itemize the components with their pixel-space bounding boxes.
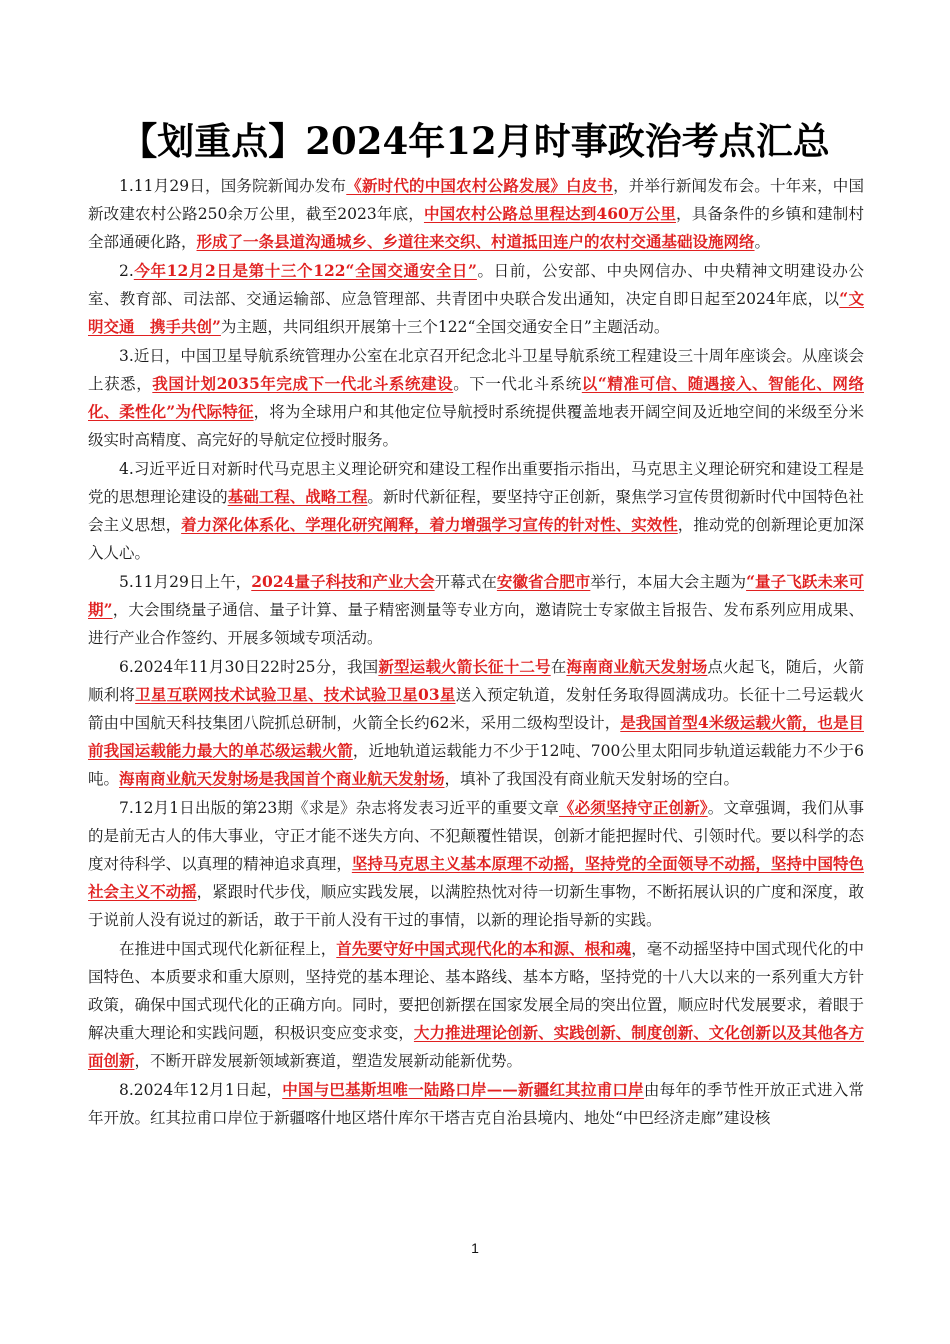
paragraph-text: 6.2024年11月30日22时25分，我国 (119, 658, 379, 676)
highlighted-key-point: 着力深化体系化、学理化研究阐释，着力增强学习宣传的针对性、实效性 (181, 515, 678, 534)
document-title: 【划重点】2024年12月时事政治考点汇总 (120, 119, 830, 163)
paragraph-text: 点火起飞，随后，火箭顺利将 (88, 658, 864, 704)
paragraph-text: 5.11月29日上午， (119, 573, 252, 591)
paragraph (88, 568, 864, 652)
paragraph-text: 在推进中国式现代化新征程上， (119, 940, 337, 958)
page-number: 1 (471, 1240, 479, 1256)
paragraph-text: ，并举行新闻发布会。十年来，中国新改建农村公路250余万公里，截至2023年底， (88, 177, 864, 223)
highlighted-key-point: 大力推进理论创新、实践创新、制度创新、文化创新以及其他各方面创新 (88, 1023, 864, 1070)
paragraph-text: 2. (119, 262, 134, 280)
highlighted-key-point: 中国农村公路总里程达到460万公里 (423, 204, 677, 223)
paragraph-text: 。新时代新征程，要坚持守正创新，聚焦学习宣传贯彻新时代中国特色社会主义思想， (88, 488, 864, 534)
highlighted-key-point: 坚持马克思主义基本原理不动摇，坚持党的全面领导不动摇，坚持中国特色社会主义不动摇 (88, 854, 864, 901)
paragraph (88, 172, 864, 256)
highlighted-key-point: “量子飞跃未来可期” (88, 572, 864, 619)
paragraph-text: 。文章强调，我们从事的是前无古人的伟大事业，守正才能不迷失方向、不犯颠覆性错误，创新才能把握时代、引领时代。要以科学的态度对待科学、以真理的精神追求真理， (88, 799, 864, 873)
highlighted-key-point: 中国与巴基斯坦唯一陆路口岸——新疆红其拉甫口岸 (282, 1080, 644, 1099)
highlighted-key-point: 形成了一条县道沟通城乡、乡道往来交织、村道抵田连户的农村交通基础设施网络 (196, 232, 755, 251)
paragraph (88, 257, 864, 341)
highlighted-key-point: 基础工程、战略工程 (227, 487, 368, 506)
paragraph-text: 开幕式在 (434, 573, 497, 591)
paragraph-text: ，紧跟时代步伐，顺应实践发展，以满腔热忱对待一切新生事物，不断拓展认识的广度和深度，敢于说前人没有说过的新话，敢于干前人没有干过的事情，以新的理论指导新的实践。 (88, 883, 864, 929)
paragraph-text: ，推动党的创新理论更加深入人心。 (88, 516, 864, 562)
paragraph-text: 。下一代北斗系统 (453, 375, 582, 393)
paragraph-text: ，近地轨道运载能力不少于12吨、700公里太阳同步轨道运载能力不少于6吨。 (88, 742, 864, 788)
paragraph-text: 1.11月29日，国务院新闻办发布 (119, 177, 347, 195)
paragraph (88, 794, 864, 934)
paragraph (88, 653, 864, 793)
paragraph-text: 。日前，公安部、中央网信办、中央精神文明建设办公室、教育部、司法部、交通运输部、应急管理部、共青团中央联合发出通知，决定自即日起至2024年底，以 (88, 262, 864, 308)
paragraph (88, 935, 864, 1075)
paragraph-text: 送入预定轨道，发射任务取得圆满成功。长征十二号运载火箭由中国航天科技集团八院抓总研制，火箭全长约62米，采用二级构型设计， (88, 686, 864, 732)
paragraph (88, 342, 864, 454)
paragraph-text: 7.12月1日出版的第23期《求是》杂志将发表习近平的重要文章 (119, 799, 559, 817)
highlighted-key-point: 《新时代的中国农村公路发展》白皮书 (346, 176, 614, 195)
paragraph-text: 4.习近平近日对新时代马克思主义理论研究和建设工程作出重要指示指出，马克思主义理论研究和建设工程是党的思想理论建设的 (88, 460, 864, 506)
highlighted-key-point: 我国计划2035年完成下一代北斗系统建设 (152, 374, 454, 393)
paragraph-text: ，将为全球用户和其他定位导航授时系统提供覆盖地表开阔空间及近地空间的米级至分米级实时高精度、高完好的导航定位授时服务。 (88, 403, 864, 449)
paragraph-text: ，大会围绕量子通信、量子计算、量子精密测量等专业方向，邀请院士专家做主旨报告、发布系列应用成果、进行产业合作签约、开展多领域专项活动。 (88, 601, 864, 647)
highlighted-key-point: 海南商业航天发射场是我国首个商业航天发射场 (119, 769, 445, 788)
paragraph-text: 为主题，共同组织开展第十三个122“全国交通安全日”主题活动。 (220, 318, 670, 336)
paragraph-text: 3.近日，中国卫星导航系统管理办公室在北京召开纪念北斗卫星导航系统工程建设三十周年座谈会。从座谈会上获悉， (88, 347, 864, 393)
highlighted-key-point: 《必须坚持守正创新》 (558, 798, 708, 817)
paragraph-text: 8.2024年12月1日起， (119, 1081, 283, 1099)
paragraph-text: ，具备条件的乡镇和建制村全部通硬化路， (88, 205, 864, 251)
paragraph-text: ，毫不动摇坚持中国式现代化的中国特色、本质要求和重大原则，坚持党的基本理论、基本路线、基本方略，坚持党的十八大以来的一系列重大方针政策，确保中国式现代化的正确方向。同时，要把创新摆在国家发展全局的突出位置，顺应时代发展要求，着眼于解决重大理论和实践问题，积极识变应变求变， (88, 940, 864, 1042)
highlighted-key-point: 安徽省合肥市 (496, 572, 591, 591)
highlighted-key-point: 2024量子科技和产业大会 (251, 572, 435, 591)
paragraph (88, 455, 864, 567)
paragraph-text: 举行，本届大会主题为 (590, 573, 747, 591)
document-body (88, 172, 864, 1133)
highlighted-key-point: 以“精准可信、随遇接入、智能化、网络化、柔性化”为代际特征 (88, 374, 864, 421)
paragraph-text: ，不断开辟发展新领域新赛道，塑造发展新动能新优势。 (134, 1052, 523, 1070)
highlighted-key-point: 首先要守好中国式现代化的本和源、根和魂 (336, 939, 632, 958)
highlighted-key-point: 是我国首型4米级运载火箭，也是目前我国运载能力最大的单芯级运载火箭 (88, 713, 864, 760)
highlighted-key-point: “文明交通 携手共创” (88, 289, 864, 336)
paragraph-text: 。 (754, 233, 771, 251)
paragraph-text: ，填补了我国没有商业航天发射场的空白。 (444, 770, 740, 788)
highlighted-key-point: 海南商业航天发射场 (566, 657, 708, 676)
paragraph (88, 1076, 864, 1132)
highlighted-key-point: 今年12月2日是第十三个122“全国交通安全日” (133, 261, 477, 280)
highlighted-key-point: 卫星互联网技术试验卫星、技术试验卫星03星 (135, 685, 456, 704)
paragraph-text: 由每年的季节性开放正式进入常年开放。红其拉甫口岸位于新疆喀什地区塔什库尔干塔吉克自治县境内、地处“中巴经济走廊”建设核 (88, 1081, 864, 1127)
paragraph-text: 在 (550, 658, 567, 676)
highlighted-key-point: 新型运载火箭长征十二号 (378, 657, 551, 676)
